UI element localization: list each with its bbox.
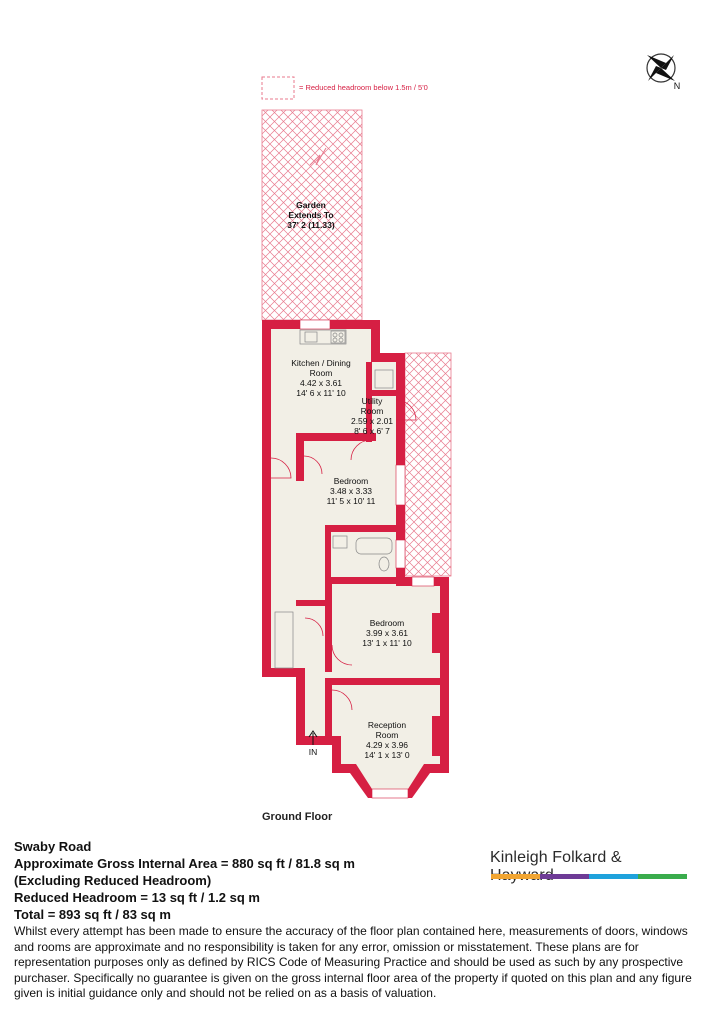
- room-label-line: 4.29 x 3.96: [365, 740, 409, 750]
- legend-swatch: [262, 77, 294, 99]
- room-label-line: Garden: [296, 200, 326, 210]
- room-label-line: 8' 6 x 6' 7: [354, 426, 390, 436]
- total-area: Total = 893 sq ft / 83 sq m: [14, 907, 171, 922]
- room-label-line: Kitchen / Dining: [291, 358, 351, 368]
- brand-bar: [638, 874, 687, 879]
- floor-label: Ground Floor: [262, 811, 333, 823]
- room-label-line: Reception: [367, 720, 407, 730]
- side-return-area: [405, 353, 451, 576]
- address: Swaby Road: [14, 839, 92, 854]
- room-label-line: 11' 5 x 10' 11: [326, 496, 376, 506]
- gross-internal-area: Approximate Gross Internal Area = 880 sq ft / 81.8 sq m: [14, 856, 355, 871]
- brand-bar: [491, 874, 540, 879]
- legend-text: = Reduced headroom below 1.5m / 5'0: [299, 83, 428, 92]
- room-label-line: 37' 2 (11.33): [287, 220, 335, 230]
- brand-color-bars: [491, 874, 687, 879]
- room-label-line: Bedroom: [333, 476, 369, 486]
- room-label-line: 4.42 x 3.61: [299, 378, 343, 388]
- legend: [262, 77, 428, 99]
- room-label-line: Room: [360, 406, 384, 416]
- brand-bar: [589, 874, 638, 879]
- room-label-line: Room: [309, 368, 333, 378]
- disclaimer: Whilst every attempt has been made to ensure the accuracy of the floor plan contained here, measurements of doors, windows and rooms are approximate and no responsibility is taken for any error, omission or misstatement. These plans are for representation purposes only as defined by RICS Code of Measuring Practice and should be used as such by any prospective purchaser. Specifically no guarantee is given on the gross internal floor area of the property if quoted on this plan and any figure given is initial guidance only and should not be relied on as a basis of valuation.: [14, 924, 692, 1000]
- room-label-line: Bedroom: [369, 618, 405, 628]
- room-label-line: Extends To: [288, 210, 334, 220]
- compass-label: N: [673, 81, 681, 91]
- reduced-headroom-area: Reduced Headroom = 13 sq ft / 1.2 sq m: [14, 890, 260, 905]
- room-label-line: 3.48 x 3.33: [329, 486, 373, 496]
- room-label-line: 13' 1 x 11' 10: [362, 638, 412, 648]
- room-label-line: 2.59 x 2.01: [350, 416, 394, 426]
- room-label-line: 14' 1 x 13' 0: [364, 750, 410, 760]
- entrance-label: IN: [308, 747, 318, 757]
- reception-label: [364, 720, 410, 760]
- room-label-line: Utility: [361, 396, 383, 406]
- excluding-note: (Excluding Reduced Headroom): [14, 873, 212, 888]
- compass: [647, 54, 680, 91]
- brand-bar: [540, 874, 589, 879]
- room-label-line: 3.99 x 3.61: [365, 628, 409, 638]
- room-label-line: Room: [375, 730, 399, 740]
- brand-name: Kinleigh Folkard &: [490, 849, 622, 866]
- room-label-line: 14' 6 x 11' 10: [296, 388, 346, 398]
